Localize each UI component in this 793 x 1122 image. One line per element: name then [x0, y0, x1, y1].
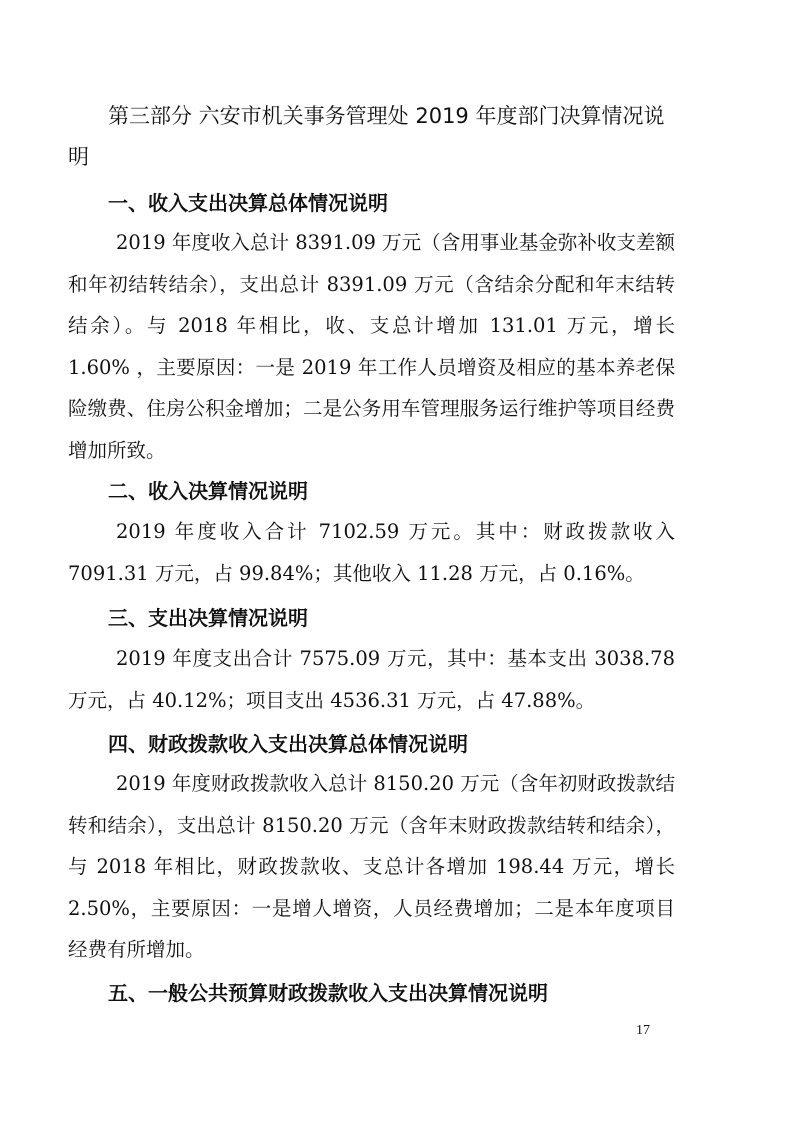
section-paragraph-2: 2019 年度收入合计 7102.59 万元。其中：财政拨款收入 7091.31 万元，占 99.84%；其他收入 11.28 万元，占 0.16%。: [68, 520, 675, 585]
section-heading-3: 三、支出决算情况说明: [108, 606, 308, 630]
section-paragraph-3: 2019 年度支出合计 7575.09 万元，其中：基本支出 3038.78 万元，占 40.12%；项目支出 4536.31 万元，占 47.88%。: [68, 647, 675, 712]
section-heading-4: 四、财政拨款收入支出决算总体情况说明: [108, 732, 468, 756]
section-paragraph-4: 2019 年度财政拨款收入总计 8150.20 万元（含年初财政拨款结转和结余），支出总计 8150.20 万元（含年末财政拨款结转和结余），与 2018 年相比，财政拨款收、支总计各增加 198.44 万元，增长 2.50%，主要原因：一是增人增资，人员经费增加；二是本年度项目经费有所增加。: [68, 772, 675, 961]
page-number: 17: [636, 1023, 650, 1038]
section-heading-2: 二、收入决算情况说明: [108, 479, 308, 503]
section-heading-5: 五、一般公共预算财政拨款收入支出决算情况说明: [108, 981, 548, 1005]
document-title: 第三部分 六安市机关事务管理处 2019 年度部门决算情况说明: [68, 104, 665, 169]
section-paragraph-1: 2019 年度收入总计 8391.09 万元（含用事业基金弥补收支差额和年初结转结余），支出总计 8391.09 万元（含结余分配和年末结转结余）。与 2018 年相比，收、支总计增加 131.01 万元，增长 1.60% ，主要原因：一是 2019 年工作人员增资及相应的基本养老保险缴费、住房公积金增加；二是公务用车管理服务运行维护等项目经费增加所致。: [68, 231, 675, 462]
section-heading-1: 一、收入支出决算总体情况说明: [108, 191, 388, 215]
